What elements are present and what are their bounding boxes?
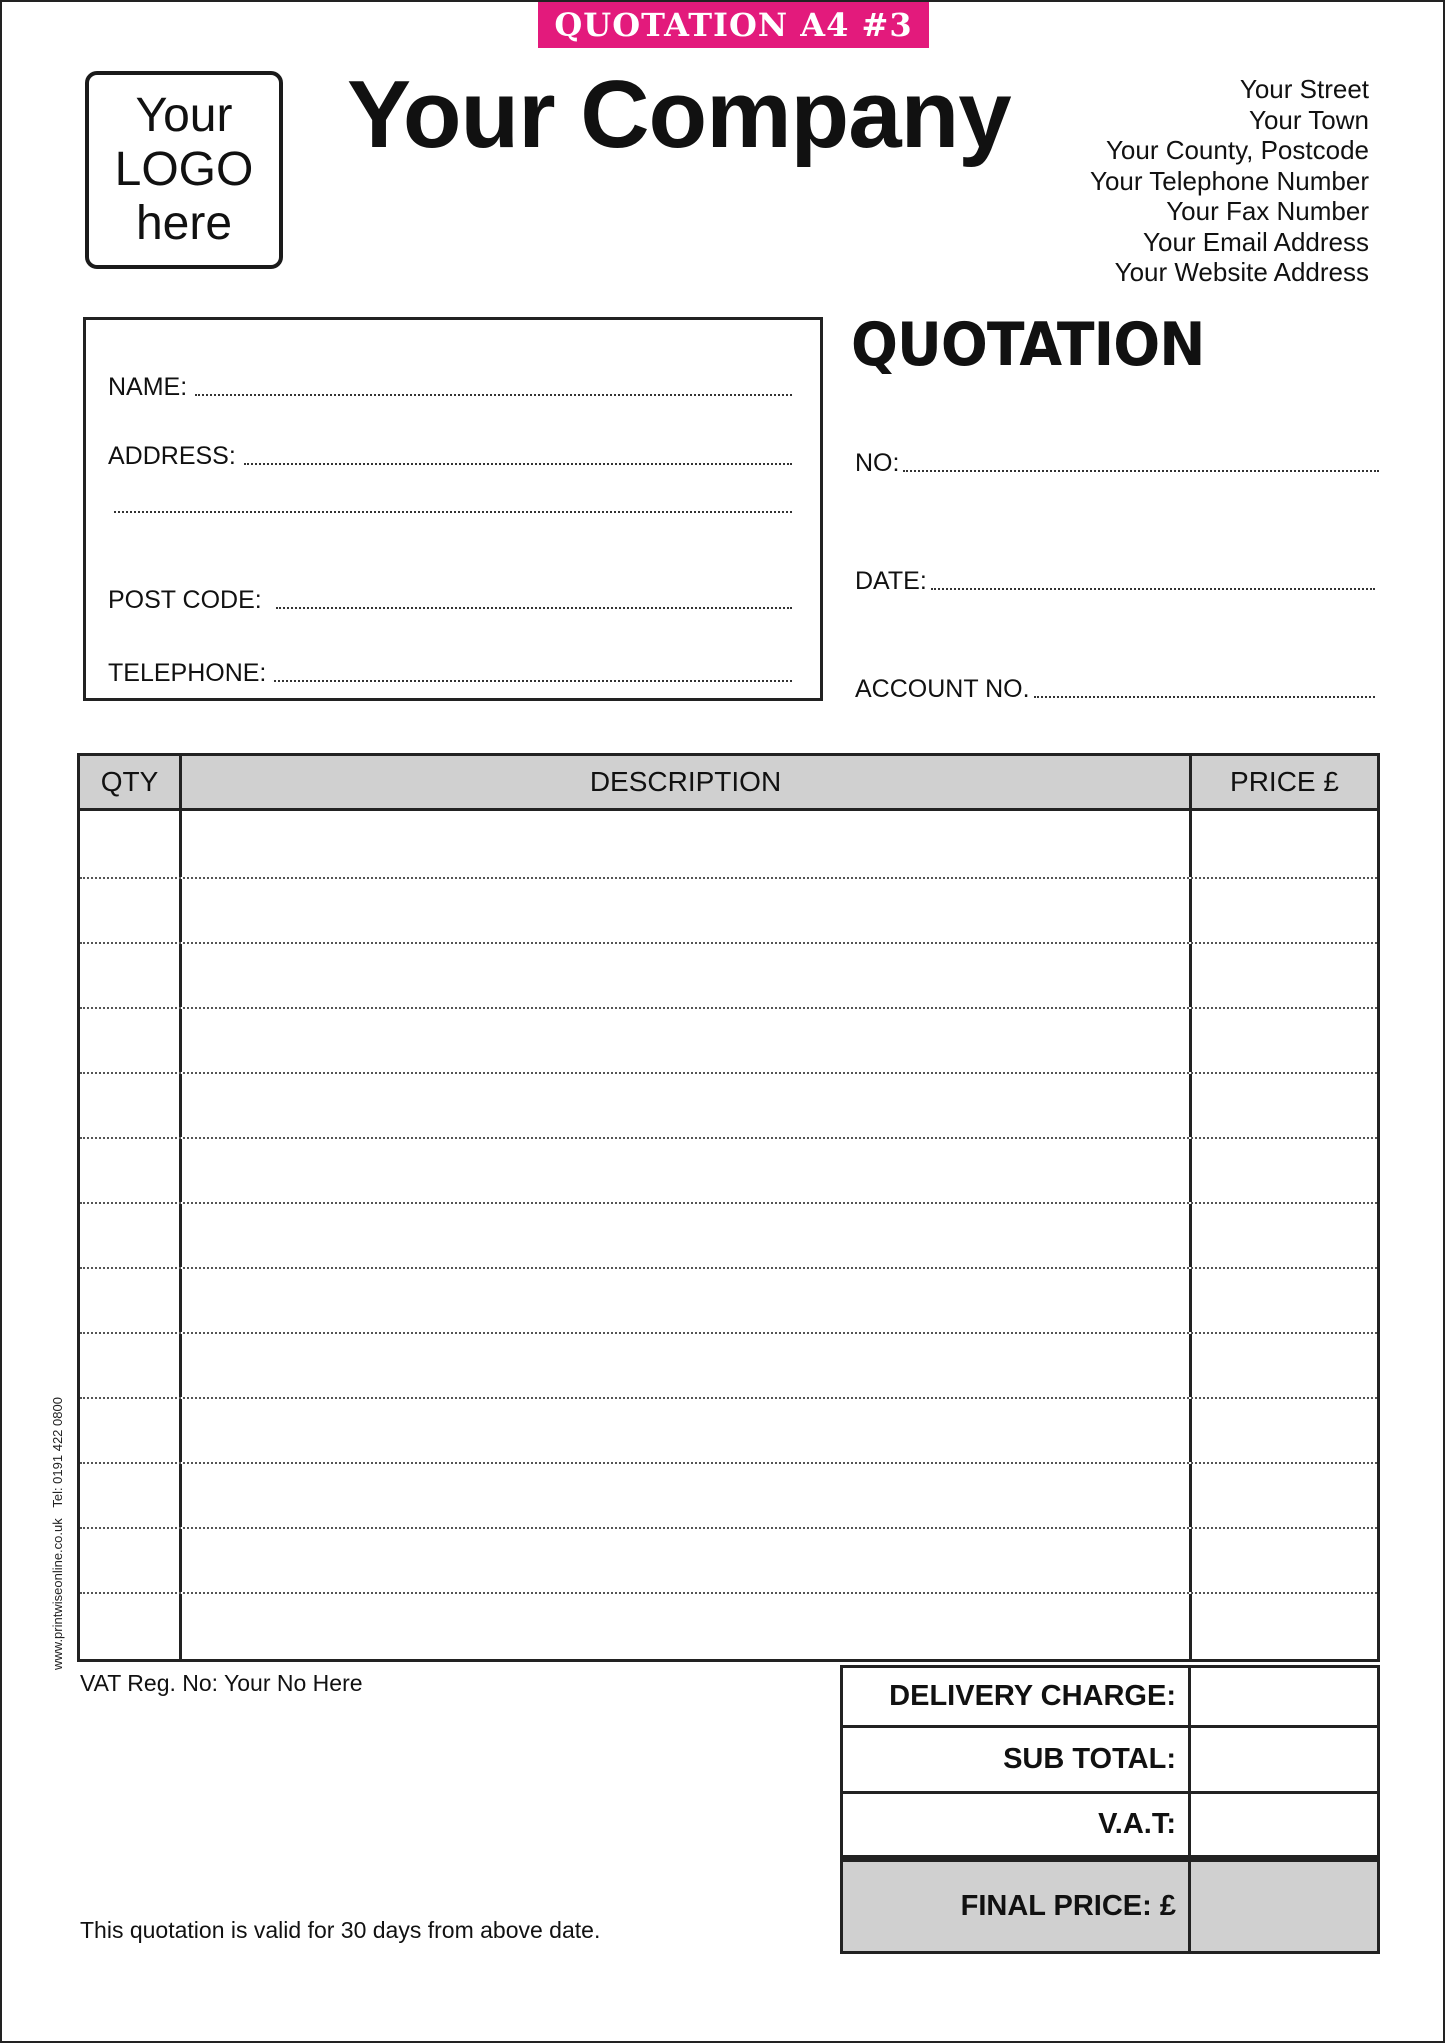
telephone-label: TELEPHONE: xyxy=(108,659,267,687)
logo-line-1: Your xyxy=(135,89,233,142)
name-line[interactable] xyxy=(195,393,792,396)
price-cell[interactable] xyxy=(1192,1529,1377,1592)
price-cell[interactable] xyxy=(1192,1399,1377,1462)
address-line: Your Website Address xyxy=(1114,257,1369,287)
description-cell[interactable] xyxy=(182,1464,1192,1527)
address-line-2[interactable] xyxy=(114,510,792,513)
delivery-charge-value[interactable] xyxy=(1191,1668,1377,1725)
table-row xyxy=(80,879,1377,944)
form-type-tab: QUOTATION A4 #3 xyxy=(538,2,929,48)
final-price-label: FINAL PRICE: £ xyxy=(843,1862,1191,1951)
description-cell[interactable] xyxy=(182,1269,1192,1332)
vat-reg-number: VAT Reg. No: Your No Here xyxy=(80,1670,363,1696)
postcode-field[interactable] xyxy=(108,586,792,615)
telephone-field[interactable] xyxy=(108,659,792,688)
delivery-charge-row xyxy=(840,1665,1380,1728)
date-line[interactable] xyxy=(931,587,1375,590)
address-line: Your Street xyxy=(1239,74,1369,104)
quotation-no-label: NO: xyxy=(855,449,900,477)
price-cell[interactable] xyxy=(1192,944,1377,1007)
logo-line-2: LOGO xyxy=(114,143,254,196)
subtotal-value[interactable] xyxy=(1191,1728,1377,1791)
description-cell[interactable] xyxy=(182,1529,1192,1592)
price-cell[interactable] xyxy=(1192,811,1377,877)
price-header: PRICE £ xyxy=(1230,766,1339,797)
price-cell[interactable] xyxy=(1192,1009,1377,1072)
qty-cell[interactable] xyxy=(80,1009,182,1072)
subtotal-row xyxy=(840,1728,1380,1794)
items-table xyxy=(77,753,1380,1662)
qty-header: QTY xyxy=(80,756,182,808)
description-cell[interactable] xyxy=(182,944,1192,1007)
date-label: DATE: xyxy=(855,567,927,595)
name-label: NAME: xyxy=(108,373,188,401)
table-row xyxy=(80,1009,1377,1074)
table-row xyxy=(80,1139,1377,1204)
table-header xyxy=(80,756,1377,811)
delivery-charge-label: DELIVERY CHARGE: xyxy=(843,1668,1191,1725)
table-body xyxy=(80,811,1377,1659)
postcode-label: POST CODE: xyxy=(108,586,262,614)
price-cell[interactable] xyxy=(1192,1594,1377,1659)
printer-credit: www.printwiseonline.co.uk Tel: 0191 422 0800 xyxy=(50,1397,65,1670)
qty-cell[interactable] xyxy=(80,1269,182,1332)
qty-cell[interactable] xyxy=(80,811,182,877)
final-price-value[interactable] xyxy=(1191,1862,1377,1951)
qty-cell[interactable] xyxy=(80,1399,182,1462)
qty-cell[interactable] xyxy=(80,879,182,942)
description-cell[interactable] xyxy=(182,1334,1192,1397)
table-row xyxy=(80,1529,1377,1594)
table-row xyxy=(80,1334,1377,1399)
account-no-label: ACCOUNT NO. xyxy=(855,675,1030,703)
qty-cell[interactable] xyxy=(80,1529,182,1592)
telephone-line[interactable] xyxy=(274,679,792,682)
description-cell[interactable] xyxy=(182,1139,1192,1202)
price-cell[interactable] xyxy=(1192,1139,1377,1202)
subtotal-label: SUB TOTAL: xyxy=(843,1728,1191,1791)
address-line-1[interactable] xyxy=(244,462,792,465)
address-line: Your Email Address xyxy=(1143,226,1369,257)
quotation-no-field[interactable] xyxy=(855,449,1379,478)
table-row xyxy=(80,1464,1377,1529)
price-cell[interactable] xyxy=(1192,1204,1377,1267)
price-cell[interactable] xyxy=(1192,1334,1377,1397)
description-cell[interactable] xyxy=(182,811,1192,877)
totals-box xyxy=(840,1665,1380,1954)
address-line: Your Town xyxy=(1249,104,1369,135)
company-name: Your Company xyxy=(347,61,1011,168)
date-field[interactable] xyxy=(855,567,1375,596)
quotation-no-line[interactable] xyxy=(903,469,1379,472)
price-cell[interactable] xyxy=(1192,879,1377,942)
description-cell[interactable] xyxy=(182,1074,1192,1137)
table-row xyxy=(80,1204,1377,1269)
table-row xyxy=(80,1269,1377,1334)
price-cell[interactable] xyxy=(1192,1464,1377,1527)
qty-cell[interactable] xyxy=(80,1204,182,1267)
name-field[interactable] xyxy=(108,373,792,402)
qty-cell[interactable] xyxy=(80,944,182,1007)
postcode-line[interactable] xyxy=(276,606,792,609)
account-no-line[interactable] xyxy=(1034,695,1375,698)
address-line: Your Fax Number xyxy=(1166,196,1369,226)
qty-cell[interactable] xyxy=(80,1464,182,1527)
logo-placeholder xyxy=(85,71,283,269)
table-row xyxy=(80,1074,1377,1139)
description-cell[interactable] xyxy=(182,879,1192,942)
address-line: Your County, Postcode xyxy=(1105,135,1369,165)
table-row xyxy=(80,811,1377,879)
qty-cell[interactable] xyxy=(80,1074,182,1137)
validity-note: This quotation is valid for 30 days from above date. xyxy=(80,1917,601,1943)
description-cell[interactable] xyxy=(182,1594,1192,1659)
qty-cell[interactable] xyxy=(80,1594,182,1659)
table-row xyxy=(80,944,1377,1009)
table-row xyxy=(80,1399,1377,1464)
price-cell[interactable] xyxy=(1192,1269,1377,1332)
quotation-title: QUOTATION xyxy=(851,310,1205,380)
logo-line-3: here xyxy=(135,197,233,250)
vat-row xyxy=(840,1794,1380,1858)
vat-label: V.A.T: xyxy=(843,1794,1191,1855)
table-row xyxy=(80,1594,1377,1659)
description-cell[interactable] xyxy=(182,1204,1192,1267)
description-header: DESCRIPTION xyxy=(182,756,1192,808)
customer-details-box xyxy=(83,317,823,701)
final-price-row xyxy=(840,1858,1380,1954)
description-cell[interactable] xyxy=(182,1009,1192,1072)
address-field-2[interactable] xyxy=(114,510,792,519)
address-line: Your Telephone Number xyxy=(1090,165,1369,196)
address-field[interactable] xyxy=(108,442,792,471)
qty-cell[interactable] xyxy=(80,1139,182,1202)
qty-cell[interactable] xyxy=(80,1334,182,1397)
vat-value[interactable] xyxy=(1191,1794,1377,1855)
description-cell[interactable] xyxy=(182,1399,1192,1462)
price-cell[interactable] xyxy=(1192,1074,1377,1137)
account-no-field[interactable] xyxy=(855,675,1375,704)
company-address xyxy=(1090,74,1369,288)
address-label: ADDRESS: xyxy=(108,442,236,470)
